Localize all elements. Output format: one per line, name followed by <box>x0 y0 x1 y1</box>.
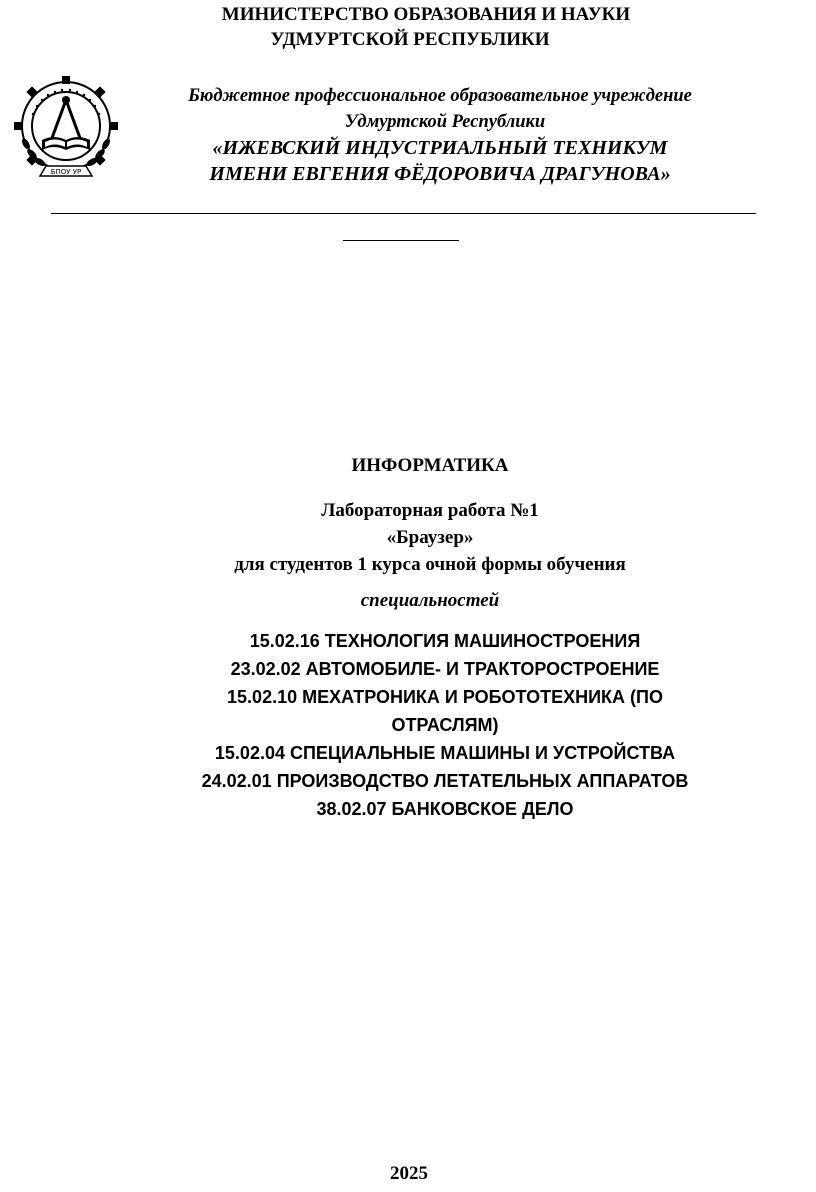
specialties-list <box>0 627 816 823</box>
institution-line: «ИЖЕВСКИЙ ИНДУСТРИАЛЬНЫЙ ТЕХНИКУМ <box>212 137 668 159</box>
specialty-item: 15.02.04 СПЕЦИАЛЬНЫЕ МАШИНЫ И УСТРОЙСТВА <box>214 743 676 763</box>
document-year <box>0 1163 816 1185</box>
ministry-header <box>0 2 816 52</box>
year-text: 2025 <box>390 1163 428 1184</box>
specialty-item: 15.02.10 МЕХАТРОНИКА И РОБОТОТЕХНИКА (ПО <box>227 687 663 707</box>
specialty-item: 38.02.07 БАНКОВСКОЕ ДЕЛО <box>316 799 574 819</box>
ministry-line: УДМУРТСКОЙ РЕСПУБЛИКИ <box>270 29 550 50</box>
specialty-item: 15.02.16 ТЕХНОЛОГИЯ МАШИНОСТРОЕНИЯ <box>249 631 641 651</box>
logo-caption: БПОУ УР <box>50 168 82 176</box>
short-divider <box>343 240 459 241</box>
specialties-label: специальностей <box>360 590 500 611</box>
specialty-item: 23.02.02 АВТОМОБИЛЕ- И ТРАКТОРОСТРОЕНИЕ <box>230 659 660 679</box>
header-divider <box>51 213 756 214</box>
specialty-item: 24.02.01 ПРОИЗВОДСТВО ЛЕТАТЕЛЬНЫХ АППАРАТОВ <box>201 771 689 791</box>
lab-work-block <box>0 497 816 578</box>
lab-name: «Браузер» <box>386 527 474 548</box>
audience: для студентов 1 курса очной формы обучения <box>234 554 626 575</box>
institution-line: ИМЕНИ ЕВГЕНИЯ ФЁДОРОВИЧА ДРАГУНОВА» <box>209 163 671 185</box>
specialty-item: ОТРАСЛЯМ) <box>391 715 499 735</box>
ministry-line: МИНИСТЕРСТВО ОБРАЗОВАНИЯ И НАУКИ <box>221 4 631 25</box>
institution-line: Бюджетное профессиональное образовательное учреждение <box>188 86 692 106</box>
lab-title: Лабораторная работа №1 <box>321 500 539 521</box>
institution-line: Удмуртской Республики <box>344 112 546 132</box>
subject-title: ИНФОРМАТИКА <box>351 455 509 476</box>
institution-name <box>60 83 816 187</box>
